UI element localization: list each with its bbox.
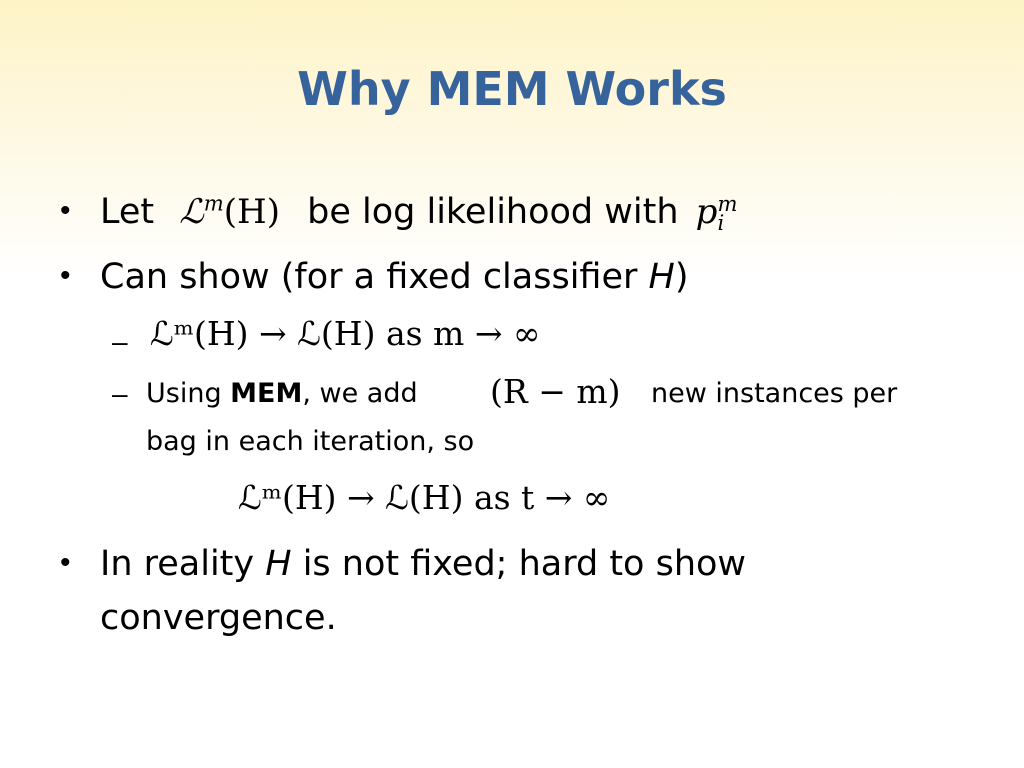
bullet-1 (100, 192, 737, 233)
bullet-marker: • (60, 546, 71, 579)
sub-bullet-2 (146, 378, 418, 409)
instances-count-math: (R − m) (490, 372, 621, 411)
sub-bullet-marker: – (112, 326, 128, 357)
slide-title: Why MEM Works (297, 62, 727, 116)
bullet-3 (100, 544, 746, 584)
bullet-1-text-a: Let (100, 192, 155, 232)
sub-bullet-2-text-b: , we add (302, 378, 418, 409)
bullet-3-text-b: is not fixed; hard to show (291, 544, 747, 584)
bullet-marker: • (60, 194, 71, 227)
bullet-2-text-a: Can show (for a fixed classifier (100, 257, 649, 297)
sub-bullet-marker: – (112, 378, 128, 409)
bullet-2-text-italic: H (648, 257, 675, 297)
sub-bullet-2-text-a: Using (146, 378, 231, 409)
probability-math: p m i (695, 191, 738, 235)
bullet-3-line-2: convergence. (100, 598, 337, 638)
sub-bullet-2-line-2: bag in each iteration, so (146, 426, 475, 457)
bullet-3-text-italic: H (265, 544, 292, 584)
iteration-limit-math: ℒᵐ(H) → ℒ(H) as t → ∞ (238, 478, 611, 517)
bullet-2-text-b: ) (674, 257, 689, 297)
bullet-1-text-b: be log likelihood with (307, 192, 679, 232)
limit-statement-math: ℒᵐ(H) → ℒ(H) as m → ∞ (150, 314, 541, 353)
sub-bullet-2-text-c: new instances per (651, 378, 898, 409)
log-likelihood-math: ℒ$^m$(H) (179, 190, 280, 232)
bullet-marker: • (60, 259, 71, 292)
bullet-2 (100, 257, 689, 297)
bullet-3-text-a: In reality (100, 544, 266, 584)
sub-bullet-2-text-bold: MEM (230, 378, 303, 409)
